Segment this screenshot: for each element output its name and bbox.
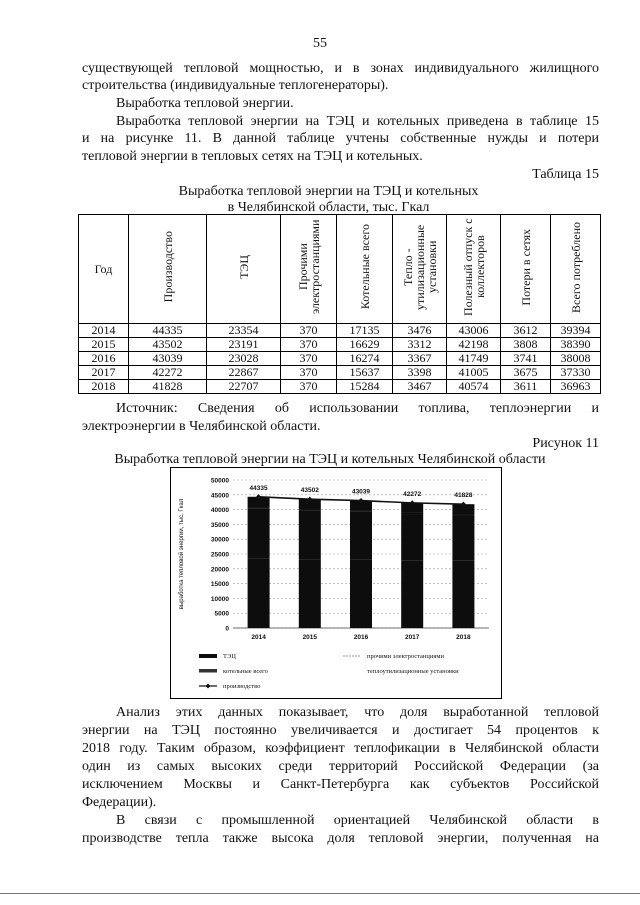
x-tick-label: 2014 bbox=[251, 634, 266, 641]
table-cell: 370 bbox=[281, 380, 337, 394]
legend-label: прочими электростанциями bbox=[367, 653, 444, 660]
table-cell: 3476 bbox=[393, 324, 447, 338]
table-cell: 3611 bbox=[501, 380, 551, 394]
table-cell: 370 bbox=[281, 338, 337, 352]
table-caption-2: в Челябинской области, тыс. Гкал bbox=[227, 200, 430, 215]
table-cell: 38390 bbox=[551, 338, 601, 352]
para4-line-2: производстве тепла также высока доля тепловой энергии, полученная на bbox=[82, 831, 599, 846]
figure-label: Рисунок 11 bbox=[532, 436, 599, 451]
table-cell: 15637 bbox=[337, 366, 393, 380]
table-cell: 2018 bbox=[79, 380, 129, 394]
col-header-heat-recovery: Тепло - утилизационные установки bbox=[393, 215, 447, 324]
legend-swatch bbox=[199, 669, 217, 673]
figure-caption: Выработка тепловой энергии на ТЭЦ и котельных Челябинской области bbox=[114, 452, 546, 467]
para3-line-1: Анализ этих данных показывает, что доля выработанной тепловой bbox=[116, 705, 599, 720]
y-axis-title: выработка тепловой энергии, тыс. Гкал bbox=[179, 498, 185, 610]
chart-svg bbox=[171, 468, 501, 698]
table-cell: 41828 bbox=[129, 380, 207, 394]
table-cell: 16629 bbox=[337, 338, 393, 352]
y-tick-label: 40000 bbox=[210, 507, 229, 515]
table-cell: 3312 bbox=[393, 338, 447, 352]
col-header-production: Производство bbox=[129, 215, 207, 324]
y-tick-label: 0 bbox=[225, 625, 229, 633]
table-cell: 3398 bbox=[393, 366, 447, 380]
para3-line-4: один из самых высоких среди территорий Российской Федерации (за bbox=[82, 759, 599, 774]
table-cell: 3367 bbox=[393, 352, 447, 366]
table-cell: 23028 bbox=[207, 352, 281, 366]
col-header-boilers: Котельные всего bbox=[337, 215, 393, 324]
table-cell: 36963 bbox=[551, 380, 601, 394]
table-cell: 42198 bbox=[447, 338, 501, 352]
table-cell: 23191 bbox=[207, 338, 281, 352]
legend-swatch bbox=[206, 684, 211, 689]
x-tick-label: 2017 bbox=[404, 634, 420, 641]
table-cell: 22867 bbox=[207, 366, 281, 380]
para2-line-1: Выработка тепловой энергии на ТЭЦ и котельных приведена в таблице 15 bbox=[116, 114, 599, 129]
table-source-line-2: электроэнергии в Челябинской области. bbox=[82, 419, 321, 434]
table-cell: 3741 bbox=[501, 352, 551, 366]
x-tick-label: 2018 bbox=[456, 634, 471, 641]
para3-line-5: исключением Москвы и Санкт-Петербурга как субъектов Российской bbox=[82, 777, 599, 792]
bar-segment bbox=[452, 514, 474, 515]
bar-segment bbox=[452, 561, 474, 628]
bar-segment bbox=[248, 508, 270, 559]
table-cell: 2017 bbox=[79, 366, 129, 380]
bar-segment bbox=[452, 516, 474, 561]
legend-label: теплоутилизационные установки bbox=[367, 668, 459, 675]
table-cell: 3808 bbox=[501, 338, 551, 352]
table-cell: 38008 bbox=[551, 352, 601, 366]
table-row bbox=[79, 324, 601, 338]
legend-label: производство bbox=[223, 683, 261, 690]
table-cell: 2016 bbox=[79, 352, 129, 366]
table-cell: 39394 bbox=[551, 324, 601, 338]
table-cell: 370 bbox=[281, 352, 337, 366]
legend-swatch bbox=[199, 654, 217, 658]
table-cell: 2014 bbox=[79, 324, 129, 338]
y-tick-label: 35000 bbox=[210, 521, 229, 529]
data-label: 43039 bbox=[351, 488, 371, 496]
table-cell: 41005 bbox=[447, 366, 501, 380]
legend-label: ТЭЦ bbox=[223, 653, 236, 660]
bar-segment bbox=[401, 560, 423, 628]
table-cell: 2015 bbox=[79, 338, 129, 352]
y-tick-label: 50000 bbox=[210, 477, 229, 485]
table-cell: 16274 bbox=[337, 352, 393, 366]
para3-line-3: 2018 году. Таким образом, коэффициент теплофикации в Челябинской области bbox=[82, 741, 599, 756]
para4-line-1: В связи с промышленной ориентацией Челябинской области в bbox=[116, 813, 599, 828]
table-cell: 370 bbox=[281, 366, 337, 380]
page-bottom-rule bbox=[0, 893, 640, 894]
table-label: Таблица 15 bbox=[532, 167, 599, 182]
bar-segment bbox=[401, 514, 423, 560]
table-row bbox=[79, 366, 601, 380]
y-tick-label: 10000 bbox=[210, 595, 229, 603]
page-number: 55 bbox=[313, 36, 327, 51]
table-row bbox=[79, 338, 601, 352]
table-cell: 3675 bbox=[501, 366, 551, 380]
bar-segment bbox=[248, 507, 270, 508]
table-cell: 15284 bbox=[337, 380, 393, 394]
para2-line-3: тепловой энергии в тепловых сетях на ТЭЦ и котельных. bbox=[82, 149, 423, 164]
y-tick-label: 25000 bbox=[210, 551, 229, 559]
table-cell: 3612 bbox=[501, 324, 551, 338]
para3-line-2: энергии на ТЭЦ постоянно увеличивается и достигает 54 процентов к bbox=[82, 723, 599, 738]
data-label: 42272 bbox=[403, 490, 422, 498]
col-header-other-plants: Прочими электростанциями bbox=[281, 215, 337, 324]
bar-segment bbox=[248, 559, 270, 628]
para3-line-6: Федерации). bbox=[82, 795, 157, 810]
table-cell: 3467 bbox=[393, 380, 447, 394]
bar-segment bbox=[299, 509, 321, 510]
x-tick-label: 2016 bbox=[353, 634, 369, 641]
y-tick-label: 30000 bbox=[210, 536, 229, 544]
col-header-year: Год bbox=[79, 215, 129, 324]
para2-line-2: и на рисунке 11. В данной таблице учтены собственные нужды и потери bbox=[82, 131, 599, 146]
table-cell: 22707 bbox=[207, 380, 281, 394]
data-label: 41828 bbox=[454, 492, 473, 500]
table-cell: 43502 bbox=[129, 338, 207, 352]
intro-line-2: строительства (индивидуальные теплогенераторы). bbox=[82, 78, 389, 93]
legend-label: котельные всего bbox=[223, 668, 268, 675]
table-cell: 40574 bbox=[447, 380, 501, 394]
table-row bbox=[79, 352, 601, 366]
intro-line-1: существующей тепловой мощностью, и в зонах индивидуального жилищного bbox=[82, 61, 599, 76]
table-cell: 41749 bbox=[447, 352, 501, 366]
bar-segment bbox=[350, 560, 372, 628]
col-header-consumed: Всего потреблено bbox=[551, 215, 601, 324]
table-cell: 43006 bbox=[447, 324, 501, 338]
bar-segment bbox=[299, 559, 321, 628]
y-tick-label: 5000 bbox=[214, 610, 229, 618]
table-cell: 44335 bbox=[129, 324, 207, 338]
col-header-losses: Потери в сетях bbox=[501, 215, 551, 324]
col-header-chp: ТЭЦ bbox=[207, 215, 281, 324]
bar-segment bbox=[401, 513, 423, 514]
table-header-row bbox=[79, 215, 601, 324]
table-15 bbox=[78, 214, 601, 394]
x-tick-label: 2015 bbox=[302, 634, 318, 641]
table-source-line-1: Источник: Сведения об использовании топлива, теплоэнергии и bbox=[116, 401, 599, 416]
table-cell: 37330 bbox=[551, 366, 601, 380]
y-tick-label: 15000 bbox=[210, 581, 229, 589]
data-label: 44335 bbox=[249, 484, 268, 492]
table-cell: 17135 bbox=[337, 324, 393, 338]
figure-11-chart bbox=[170, 467, 502, 699]
table-cell: 370 bbox=[281, 324, 337, 338]
y-tick-label: 20000 bbox=[210, 566, 229, 574]
col-header-useful-supply: Полезный отпуск с коллекторов bbox=[447, 215, 501, 324]
table-row bbox=[79, 380, 601, 394]
bar-segment bbox=[299, 510, 321, 559]
table-cell: 43039 bbox=[129, 352, 207, 366]
table-caption-1: Выработка тепловой энергии на ТЭЦ и котельных bbox=[178, 184, 479, 199]
data-label: 43502 bbox=[300, 487, 319, 495]
section-heading: Выработка тепловой энергии. bbox=[116, 96, 294, 111]
bar-segment bbox=[350, 511, 372, 512]
table-cell: 23354 bbox=[207, 324, 281, 338]
table-cell: 42272 bbox=[129, 366, 207, 380]
bar-segment bbox=[350, 512, 372, 560]
y-tick-label: 45000 bbox=[210, 492, 229, 500]
